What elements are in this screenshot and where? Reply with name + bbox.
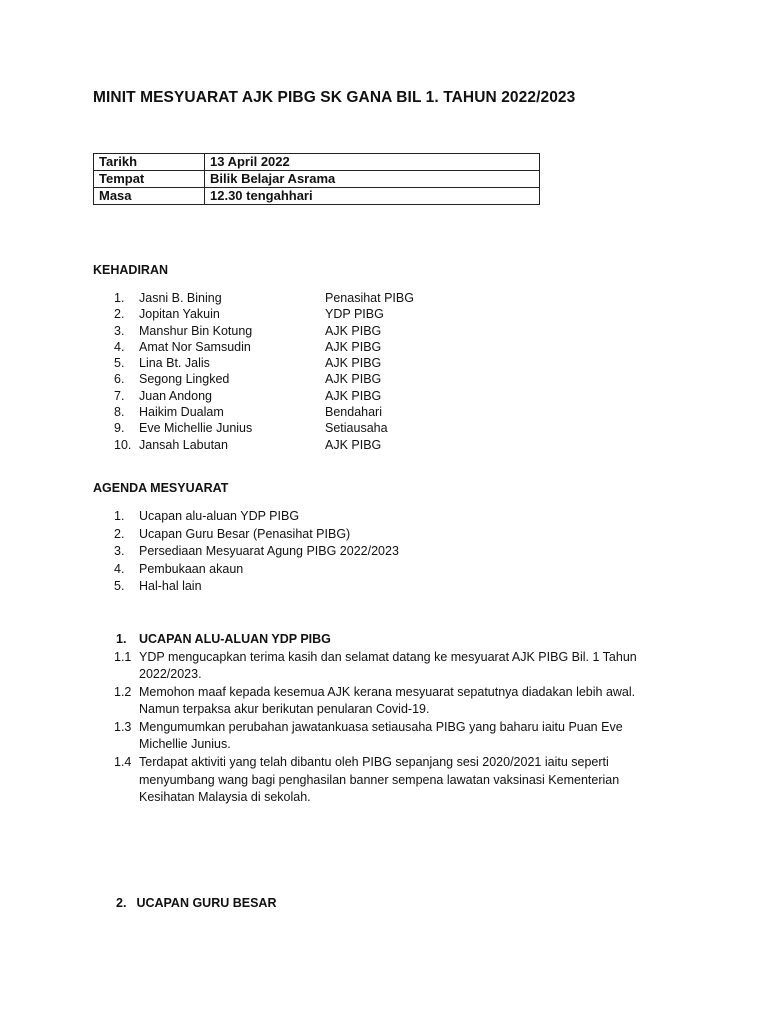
item-number: 4. (114, 339, 125, 354)
info-label: Masa (94, 188, 205, 205)
agenda-text: Pembukaan akaun (139, 561, 244, 576)
meeting-info-table (93, 153, 540, 205)
attendee-role: AJK PIBG (325, 339, 382, 354)
attendee-role: YDP PIBG (325, 307, 384, 322)
item-number: 3. (114, 323, 125, 338)
minute-text: Terdapat aktiviti yang telah dibantu oleh PIBG sepanjang sesi 2020/2021 iaitu seperti menyumbang wang bagi penghasilan banner sempena lawatan vaksinasi Kementerian Kesihatan Malaysia di sekolah. (139, 755, 620, 804)
section-headmaster-speech (116, 896, 277, 910)
attendee-name: Jopitan Yakuin (139, 307, 220, 322)
agenda-text: Persediaan Mesyuarat Agung PIBG 2022/2023 (139, 544, 399, 559)
attendee-role: AJK PIBG (325, 388, 382, 403)
info-row-time (94, 188, 540, 205)
item-number: 9. (114, 421, 125, 436)
item-number: 1.1 (114, 650, 132, 664)
attendee-name: Jasni B. Bining (139, 291, 222, 305)
info-row-place (94, 171, 540, 188)
attendee-name: Haikim Dualam (139, 405, 224, 420)
section-welcome-speech (114, 631, 674, 807)
minute-item (114, 649, 674, 684)
attendee-role: AJK PIBG (325, 372, 382, 387)
minute-item (114, 754, 674, 806)
info-label: Tempat (94, 171, 205, 188)
section-heading (114, 631, 674, 649)
section-title: UCAPAN GURU BESAR (136, 896, 277, 910)
item-number: 2. (114, 307, 125, 322)
attendee-role: AJK PIBG (325, 323, 382, 338)
attendee-role: Setiausaha (325, 421, 388, 436)
attendee-name: Eve Michellie Junius (139, 421, 253, 436)
item-number: 1.4 (114, 755, 132, 770)
minute-text: Memohon maaf kepada kesemua AJK kerana mesyuarat sepatutnya diadakan lebih awal. Namun terpaksa akur berikutan penularan Covid-19. (139, 685, 636, 717)
item-number: 3. (114, 544, 125, 559)
agenda-text: Ucapan Guru Besar (Penasihat PIBG) (139, 526, 351, 541)
item-number: 6. (114, 372, 125, 387)
agenda-heading: AGENDA MESYUARAT (93, 481, 229, 495)
section-title: UCAPAN ALU-ALUAN YDP PIBG (139, 632, 331, 646)
item-number: 5. (114, 356, 125, 371)
item-number: 8. (114, 405, 125, 420)
attendee-name: Amat Nor Samsudin (139, 339, 251, 354)
section-number: 1. (116, 632, 127, 646)
attendee-name: Juan Andong (139, 388, 212, 403)
attendee-role: AJK PIBG (325, 356, 382, 371)
minute-text: YDP mengucapkan terima kasih dan selamat datang ke mesyuarat AJK PIBG Bil. 1 Tahun 2022/2023. (139, 650, 637, 682)
item-number: 4. (114, 561, 125, 576)
attendee-role: Penasihat PIBG (325, 291, 414, 305)
document-title: MINIT MESYUARAT AJK PIBG SK GANA BIL 1. TAHUN 2022/2023 (93, 89, 576, 106)
attendee-role: Bendahari (325, 405, 382, 420)
info-row-date (94, 154, 540, 171)
item-number: 10. (114, 437, 132, 452)
info-value: Bilik Belajar Asrama (205, 171, 540, 188)
info-value: 12.30 tengahhari (205, 188, 540, 205)
item-number: 7. (114, 388, 125, 403)
item-number: 1.3 (114, 720, 132, 735)
agenda-text: Ucapan alu-aluan YDP PIBG (139, 509, 300, 523)
attendee-name: Lina Bt. Jalis (139, 356, 210, 371)
item-number: 1. (114, 509, 125, 523)
section-number: 2. (116, 896, 127, 910)
minute-text: Mengumumkan perubahan jawatankuasa setiausaha PIBG yang baharu iaitu Puan Eve Michellie Junius. (139, 720, 623, 752)
attendee-name: Manshur Bin Kotung (139, 323, 253, 338)
attendance-heading: KEHADIRAN (93, 263, 168, 277)
info-value: 13 April 2022 (205, 154, 540, 171)
attendee-role: AJK PIBG (325, 437, 382, 452)
attendee-name: Jansah Labutan (139, 437, 228, 452)
item-number: 2. (114, 526, 125, 541)
item-number: 1. (114, 291, 125, 305)
minute-item (114, 719, 674, 754)
item-number: 5. (114, 579, 125, 594)
agenda-text: Hal-hal lain (139, 579, 202, 594)
item-number: 1.2 (114, 685, 132, 700)
info-label: Tarikh (94, 154, 205, 171)
minute-item (114, 684, 674, 719)
attendee-name: Segong Lingked (139, 372, 230, 387)
